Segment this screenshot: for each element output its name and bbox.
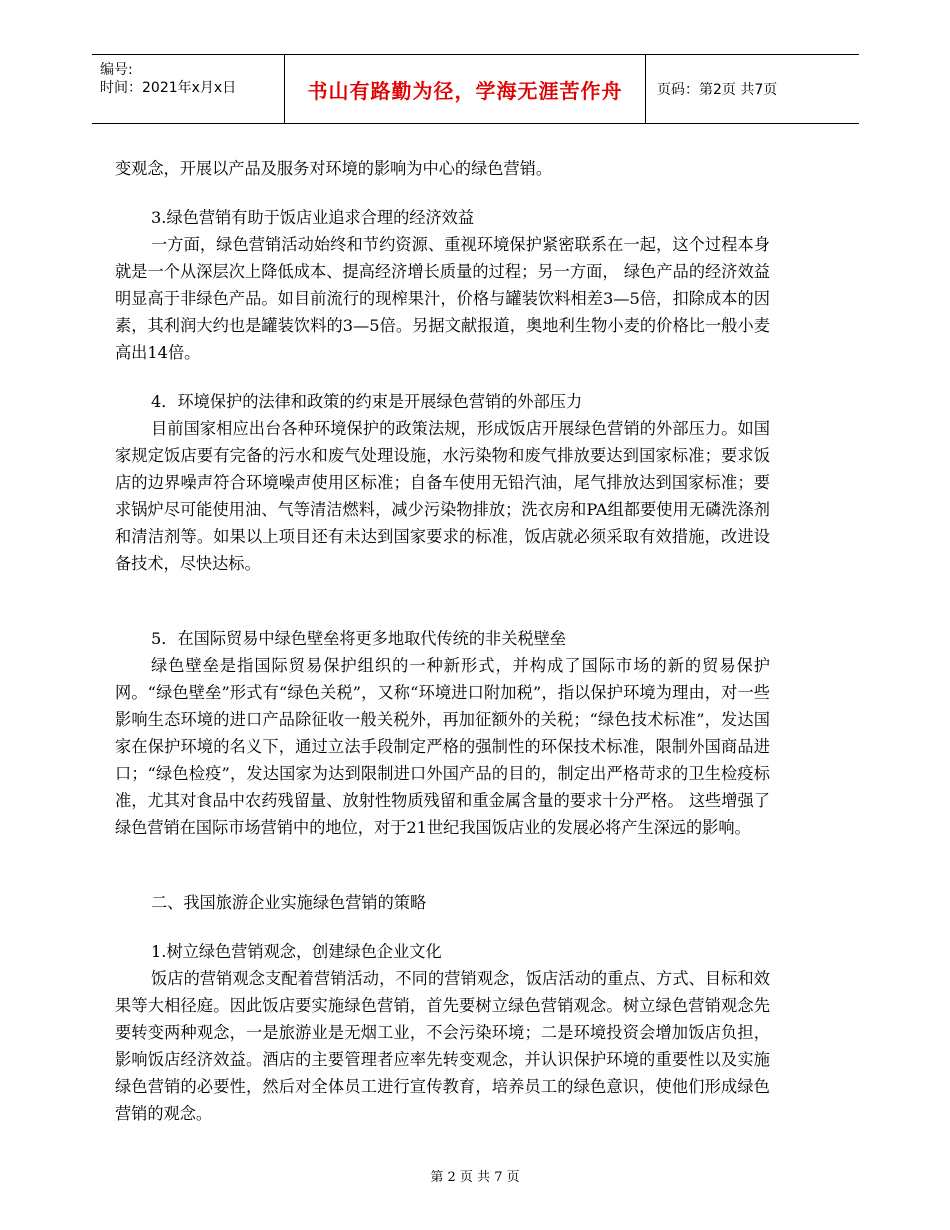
subsection-paragraph-1: 饭店的营销观念支配着营销活动，不同的营销观念，饭店活动的重点、方式、目标和效果等大相径庭。因此饭店要实施绿色营销，首先要树立绿色营销观念。树立绿色营销观念先要转变两种观念，一是旅游业是无烟工业，不会污染环境；二是环境投资会增加饭店负担，影响饭店经济效益。酒店的主要管理者应率先转变观念，并认识保护环境的重要性以及实施绿色营销的必要性，然后对全体员工进行宣传教育，培养员工的绿色意识，使他们形成绿色营销的观念。	[115, 969, 770, 1123]
section-heading-5: 5．在国际贸易中绿色壁垒将更多地取代传统的非关税壁垒	[151, 629, 566, 648]
page-header	[92, 54, 859, 124]
paragraph-5: 绿色壁垒是指国际贸易保护组织的一种新形式，并构成了国际市场的新的贸易保护网。“绿色壁垒”形式有“绿色关税”，又称“环境进口附加税”，指以保护环境为理由，对一些影响生态环境的进口产品除征收一般关税外，再加征额外的关税；“绿色技术标准”，发达国家在保护环境的名义下，通过立法手段制定严格的强制性的环保技术标准，限制外国商品进口；“绿色检疫”，发达国家为达到限制进口外国产品的目的，制定出严格苛求的卫生检疫标准，尤其对食品中农药残留量、放射性物质残留和重金属含量的要求十分严格。 这些增强了绿色营销在国际市场营销中的地位，对于21世纪我国饭店业的发展必将产生深远的影响。	[115, 656, 770, 837]
header-meta	[92, 55, 284, 123]
header-page-label: 页码：第2页 共7页	[657, 82, 778, 98]
paragraph-4: 目前国家相应出台各种环境保护的政策法规，形成饭店开展绿色营销的外部压力。如国家规定饭店要有完备的污水和废气处理设施，水污染物和废气排放要达到国家标准；要求饭店的边界噪声符合环境噪声使用区标准；自备车使用无铅汽油，尾气排放达到国家标准；要求锅炉尽可能使用油、气等清洁燃料，减少污染物排放；洗衣房和PA组都要使用无磷洗涤剂和清洁剂等。如果以上项目还有未达到国家要求的标准，饭店就必须采取有效措施，改进设备技术，尽快达标。	[115, 419, 770, 573]
section-heading-4: 4．环境保护的法律和政策的约束是开展绿色营销的外部压力	[151, 392, 583, 411]
document-number-label: 编号:	[100, 62, 133, 78]
intro-paragraph: 变观念，开展以产品及服务对环境的影响为中心的绿色营销。	[115, 159, 553, 178]
document-time-label: 时间：2021年x月x日	[100, 80, 237, 96]
section-heading-3: 3.绿色营销有助于饭店业追求合理的经济效益	[151, 208, 475, 227]
subsection-heading-1: 1.树立绿色营销观念，创建绿色企业文化	[151, 942, 442, 961]
page-footer: 第 2 页 共 7 页	[430, 1170, 520, 1185]
document-body	[115, 155, 770, 1127]
header-motto: 书山有路勤为径，学海无涯苦作舟	[284, 55, 646, 123]
chapter-heading-2: 二、我国旅游企业实施绿色营销的策略	[151, 893, 427, 912]
paragraph-3: 一方面，绿色营销活动始终和节约资源、重视环境保护紧密联系在一起，这个过程本身就是一个从深层次上降低成本、提高经济增长质量的过程；另一方面， 绿色产品的经济效益明显高于非绿色产品。如目前流行的现榨果汁，价格与罐装饮料相差3—5倍，扣除成本的因素，其利润大约也是罐装饮料的3—5倍。另据文献报道，奥地利生物小麦的价格比一般小麦高出14倍。	[115, 235, 770, 362]
